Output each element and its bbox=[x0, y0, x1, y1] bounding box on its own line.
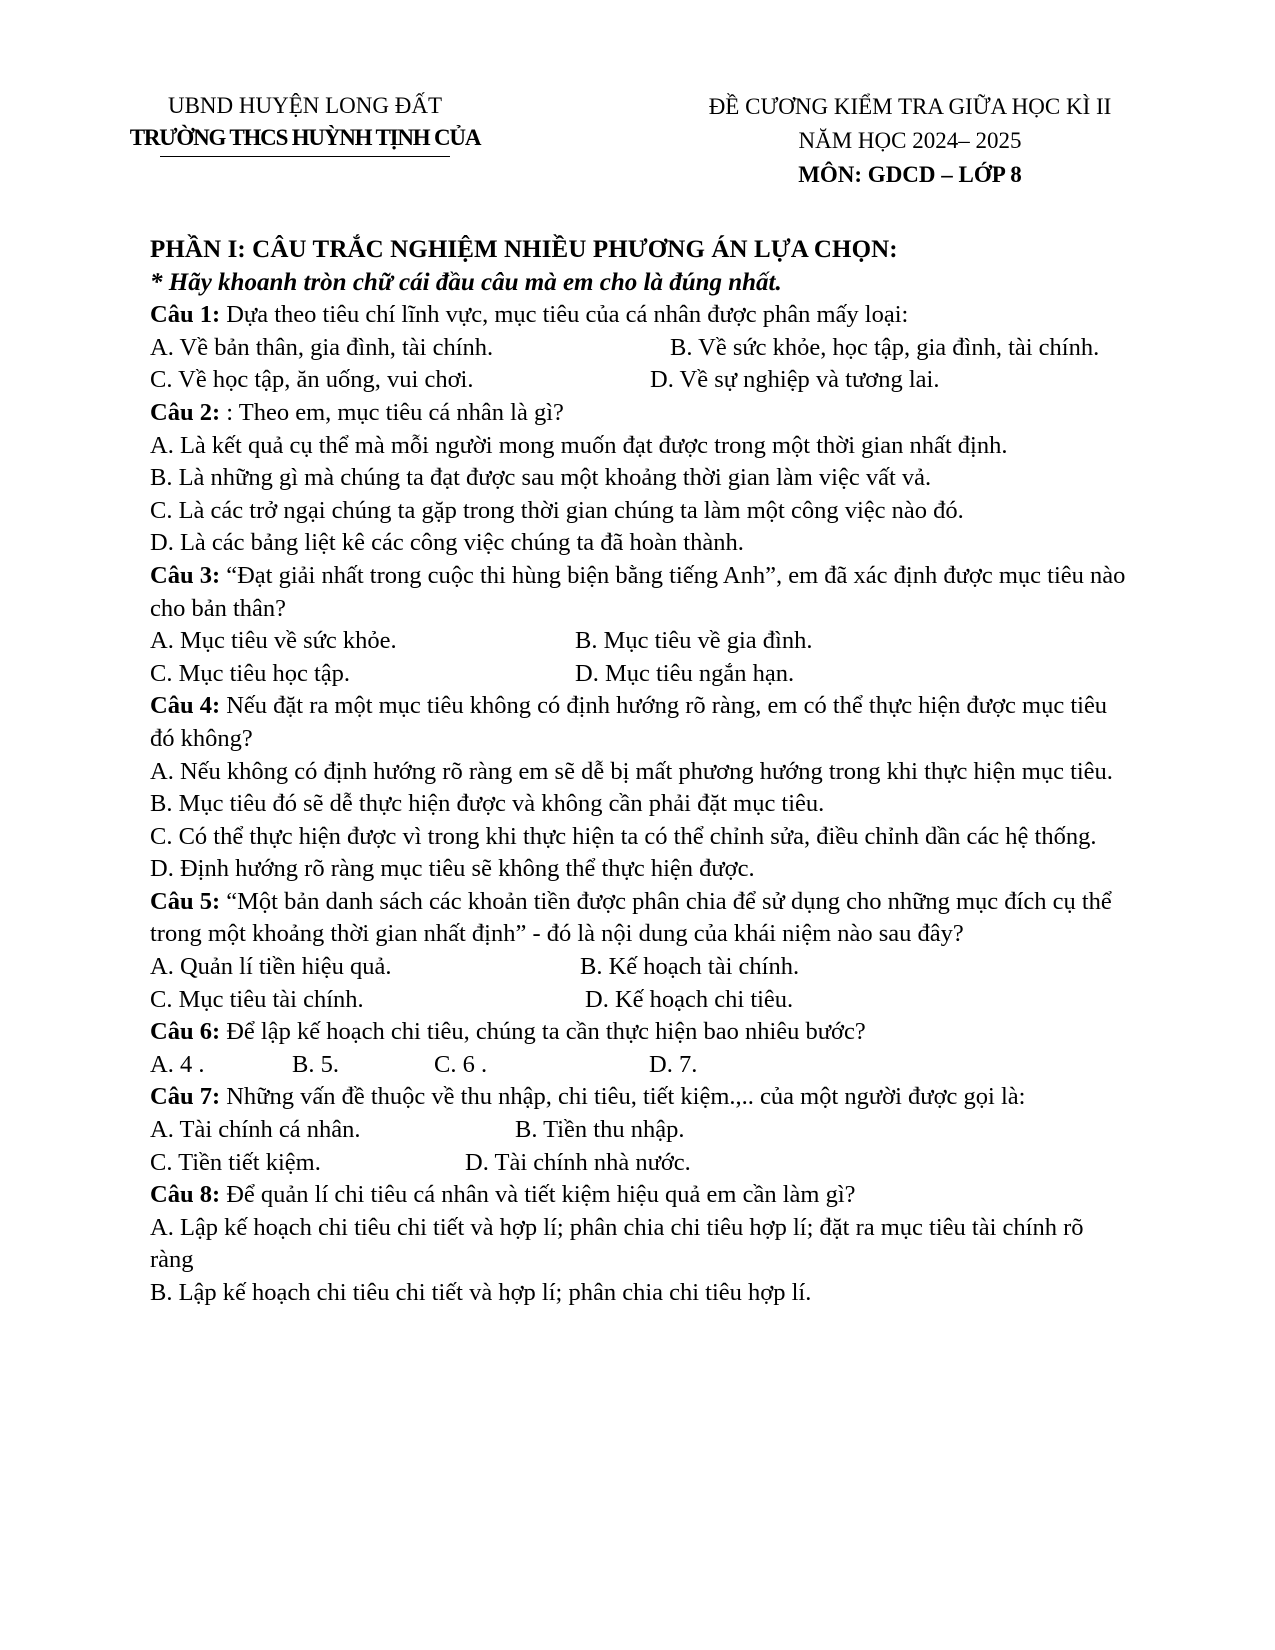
options-row bbox=[150, 1049, 1130, 1082]
options-row bbox=[150, 625, 1130, 658]
option-d: D. Là các bảng liệt kê các công việc chúng ta đã hoàn thành. bbox=[150, 529, 744, 557]
option-b: B. Là những gì mà chúng ta đạt được sau một khoảng thời gian làm việc vất vả. bbox=[150, 464, 932, 492]
question-text: : Theo em, mục tiêu cá nhân là gì? bbox=[220, 398, 564, 426]
section-instruction: * Hãy khoanh tròn chữ cái đầu câu mà em cho là đúng nhất. bbox=[150, 268, 782, 296]
option-a: A. Là kết quả cụ thể mà mỗi người mong muốn đạt được trong một thời gian nhất định. bbox=[150, 431, 1008, 459]
option-b: B. Về sức khỏe, học tập, gia đình, tài chính. bbox=[670, 333, 1100, 361]
question-2 bbox=[150, 397, 1130, 430]
option-b: B. Mục tiêu về gia đình. bbox=[575, 627, 813, 655]
question-text: Để lập kế hoạch chi tiêu, chúng ta cần thực hiện bao nhiêu bước? bbox=[220, 1018, 866, 1046]
option-d: D. Tài chính nhà nước. bbox=[465, 1148, 691, 1176]
question-label: Câu 1: bbox=[150, 301, 221, 329]
option-a: A. Tài chính cá nhân. bbox=[150, 1116, 361, 1144]
option-c: C. Về học tập, ăn uống, vui chơi. bbox=[150, 366, 474, 394]
options-row bbox=[150, 984, 1130, 1017]
options-row bbox=[150, 951, 1130, 984]
options-row bbox=[150, 332, 1130, 365]
options-row bbox=[150, 364, 1130, 397]
question-3 bbox=[150, 560, 1130, 625]
section-title: PHẦN I: CÂU TRẮC NGHIỆM NHIỀU PHƯƠNG ÁN LỰA CHỌN: bbox=[150, 236, 898, 263]
header-left bbox=[95, 90, 515, 157]
option-a: A. 4 . bbox=[150, 1050, 205, 1078]
question-text: Dựa theo tiêu chí lĩnh vực, mục tiêu của cá nhân được phân mấy loại: bbox=[220, 301, 909, 329]
option-d: D. Kế hoạch chi tiêu. bbox=[585, 985, 794, 1013]
option-c: C. Mục tiêu tài chính. bbox=[150, 985, 364, 1013]
exam-content bbox=[150, 234, 1130, 1310]
question-text: Để quản lí chi tiêu cá nhân và tiết kiệm hiệu quả em cần làm gì? bbox=[220, 1181, 856, 1209]
option-c: C. Có thể thực hiện được vì trong khi thực hiện ta có thể chỉnh sửa, điều chỉnh dần các hệ thống. bbox=[150, 822, 1097, 850]
header-underline bbox=[160, 156, 450, 157]
question-label: Câu 3: bbox=[150, 561, 221, 589]
option-d: D. Định hướng rõ ràng mục tiêu sẽ không thể thực hiện được. bbox=[150, 855, 755, 883]
options-row bbox=[150, 658, 1130, 691]
option-b: B. Lập kế hoạch chi tiêu chi tiết và hợp lí; phân chia chi tiêu hợp lí. bbox=[150, 1279, 812, 1306]
option-d: D. Mục tiêu ngắn hạn. bbox=[575, 659, 795, 687]
question-5 bbox=[150, 886, 1130, 951]
school-name: TRƯỜNG THCS HUỲNH TỊNH CỦA bbox=[129, 125, 481, 150]
option-d: D. Về sự nghiệp và tương lai. bbox=[650, 366, 940, 394]
option-c: C. Mục tiêu học tập. bbox=[150, 659, 351, 687]
option-a: A. Lập kế hoạch chi tiêu chi tiết và hợp lí; phân chia chi tiêu hợp lí; đặt ra mục tiêu tài chính rõ ràng bbox=[150, 1213, 1084, 1274]
question-label: Câu 7: bbox=[150, 1083, 221, 1111]
option-b: B. Kế hoạch tài chính. bbox=[580, 953, 800, 981]
question-8 bbox=[150, 1179, 1130, 1212]
question-label: Câu 6: bbox=[150, 1018, 221, 1046]
option-b: B. 5. bbox=[292, 1050, 339, 1078]
option-b: B. Mục tiêu đó sẽ dễ thực hiện được và không cần phải đặt mục tiêu. bbox=[150, 790, 825, 818]
option-b: B. Tiền thu nhập. bbox=[515, 1116, 685, 1144]
subject-line: MÔN: GDCD – LỚP 8 bbox=[798, 162, 1022, 187]
option-a: A. Về bản thân, gia đình, tài chính. bbox=[150, 333, 494, 361]
option-c: C. 6 . bbox=[434, 1050, 488, 1078]
header-right bbox=[650, 90, 1170, 192]
option-c: C. Tiền tiết kiệm. bbox=[150, 1148, 321, 1176]
options-row bbox=[150, 1114, 1130, 1147]
option-c: C. Là các trở ngại chúng ta gặp trong thời gian chúng ta làm một công việc nào đó. bbox=[150, 496, 964, 524]
option-a: A. Mục tiêu về sức khỏe. bbox=[150, 627, 397, 655]
question-7 bbox=[150, 1081, 1130, 1114]
question-label: Câu 2: bbox=[150, 398, 221, 426]
question-1 bbox=[150, 299, 1130, 332]
option-a: A. Quản lí tiền hiệu quả. bbox=[150, 953, 392, 981]
question-4 bbox=[150, 690, 1130, 755]
question-label: Câu 5: bbox=[150, 887, 221, 915]
exam-title: ĐỀ CƯƠNG KIỂM TRA GIỮA HỌC KÌ II bbox=[708, 94, 1112, 119]
district-name: UBND HUYỆN LONG ĐẤT bbox=[167, 93, 443, 118]
question-6 bbox=[150, 1016, 1130, 1049]
option-a: A. Nếu không có định hướng rõ ràng em sẽ dễ bị mất phương hướng trong khi thực hiện mục tiêu. bbox=[150, 757, 1113, 785]
question-text: Nếu đặt ra một mục tiêu không có định hướng rõ ràng, em có thể thực hiện được mục tiêu đó không? bbox=[150, 692, 1108, 752]
question-text: Những vấn đề thuộc về thu nhập, chi tiêu, tiết kiệm.,.. của một người được gọi là: bbox=[220, 1083, 1026, 1111]
option-d: D. 7. bbox=[649, 1050, 698, 1078]
question-text: “Một bản danh sách các khoản tiền được phân chia để sử dụng cho những mục đích cụ thể trong một khoảng thời gian nhất định” - đó là nội dung của khái niệm nào sau đây? bbox=[150, 887, 1112, 948]
question-label: Câu 8: bbox=[150, 1181, 221, 1209]
question-label: Câu 4: bbox=[150, 692, 221, 720]
question-text: “Đạt giải nhất trong cuộc thi hùng biện bằng tiếng Anh”, em đã xác định được mục tiêu nào cho bản thân? bbox=[150, 561, 1126, 622]
school-year: NĂM HỌC 2024– 2025 bbox=[798, 128, 1022, 153]
options-row bbox=[150, 1147, 1130, 1180]
